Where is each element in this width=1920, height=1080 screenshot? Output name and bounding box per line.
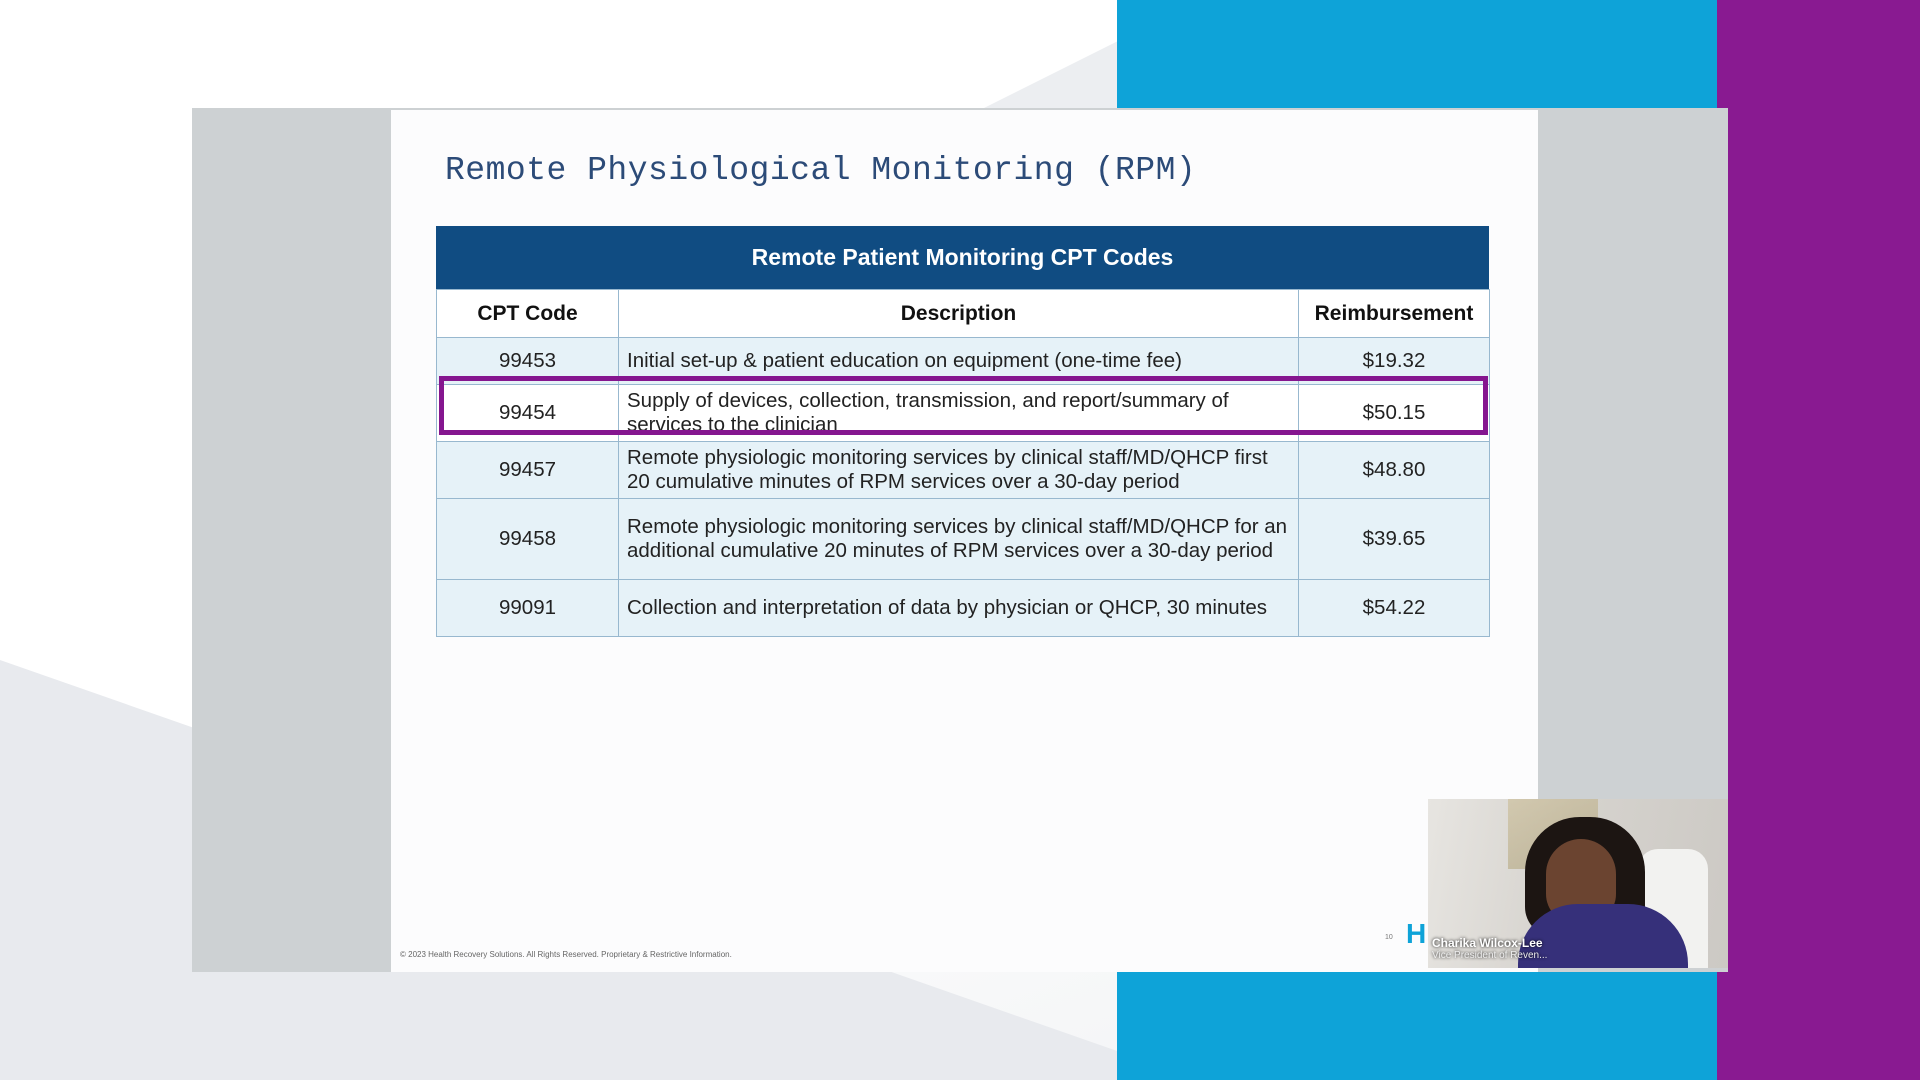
table-row: [437, 580, 1490, 637]
table-row: [437, 499, 1490, 580]
presenter-video-tile[interactable]: [1428, 799, 1728, 968]
cpt-code-cell: 99457: [437, 442, 619, 499]
page-number: 10: [1385, 934, 1393, 941]
table-row: [437, 338, 1490, 385]
brand-logo: H: [1406, 918, 1427, 949]
description-cell: Remote physiologic monitoring services by clinical staff/MD/QHCP first 20 cumulative minutes of RPM services over a 30-day period: [619, 442, 1299, 499]
reimbursement-cell: $39.65: [1299, 499, 1490, 580]
reimbursement-cell: $19.32: [1299, 338, 1490, 385]
description-cell: Remote physiologic monitoring services by clinical staff/MD/QHCP for an additional cumulative 20 minutes of RPM services over a 30-day period: [619, 499, 1299, 580]
column-header-description: Description: [619, 290, 1299, 338]
description-cell: Supply of devices, collection, transmission, and report/summary of services to the clinician: [619, 385, 1299, 442]
table-header-row: [437, 290, 1490, 338]
cpt-codes-table: [436, 226, 1489, 637]
description-cell: Initial set-up & patient education on equipment (one-time fee): [619, 338, 1299, 385]
cpt-code-cell: 99458: [437, 499, 619, 580]
presenter-role: Vice President of Reven...: [1432, 950, 1548, 961]
reimbursement-cell: $48.80: [1299, 442, 1490, 499]
cpt-code-cell: 99453: [437, 338, 619, 385]
presentation-slide: [391, 110, 1538, 972]
accent-purple-panel: [1717, 0, 1920, 1080]
table-title: Remote Patient Monitoring CPT Codes: [436, 226, 1489, 289]
cpt-code-cell: 99454: [437, 385, 619, 442]
reimbursement-cell: $50.15: [1299, 385, 1490, 442]
column-header-reimbursement: Reimbursement: [1299, 290, 1490, 338]
table: [436, 289, 1490, 637]
cpt-code-cell: 99091: [437, 580, 619, 637]
copyright-notice: © 2023 Health Recovery Solutions. All Rights Reserved. Proprietary & Restrictive Information.: [400, 950, 732, 959]
slide-title: Remote Physiological Monitoring (RPM): [445, 152, 1197, 189]
column-header-cpt-code: CPT Code: [437, 290, 619, 338]
presenter-name: Charika Wilcox-Lee: [1432, 936, 1543, 950]
table-row-highlighted: [437, 385, 1490, 442]
description-cell: Collection and interpretation of data by physician or QHCP, 30 minutes: [619, 580, 1299, 637]
table-row: [437, 442, 1490, 499]
shared-screen-stage: [192, 108, 1728, 972]
reimbursement-cell: $54.22: [1299, 580, 1490, 637]
presenter-label: [1432, 936, 1547, 961]
